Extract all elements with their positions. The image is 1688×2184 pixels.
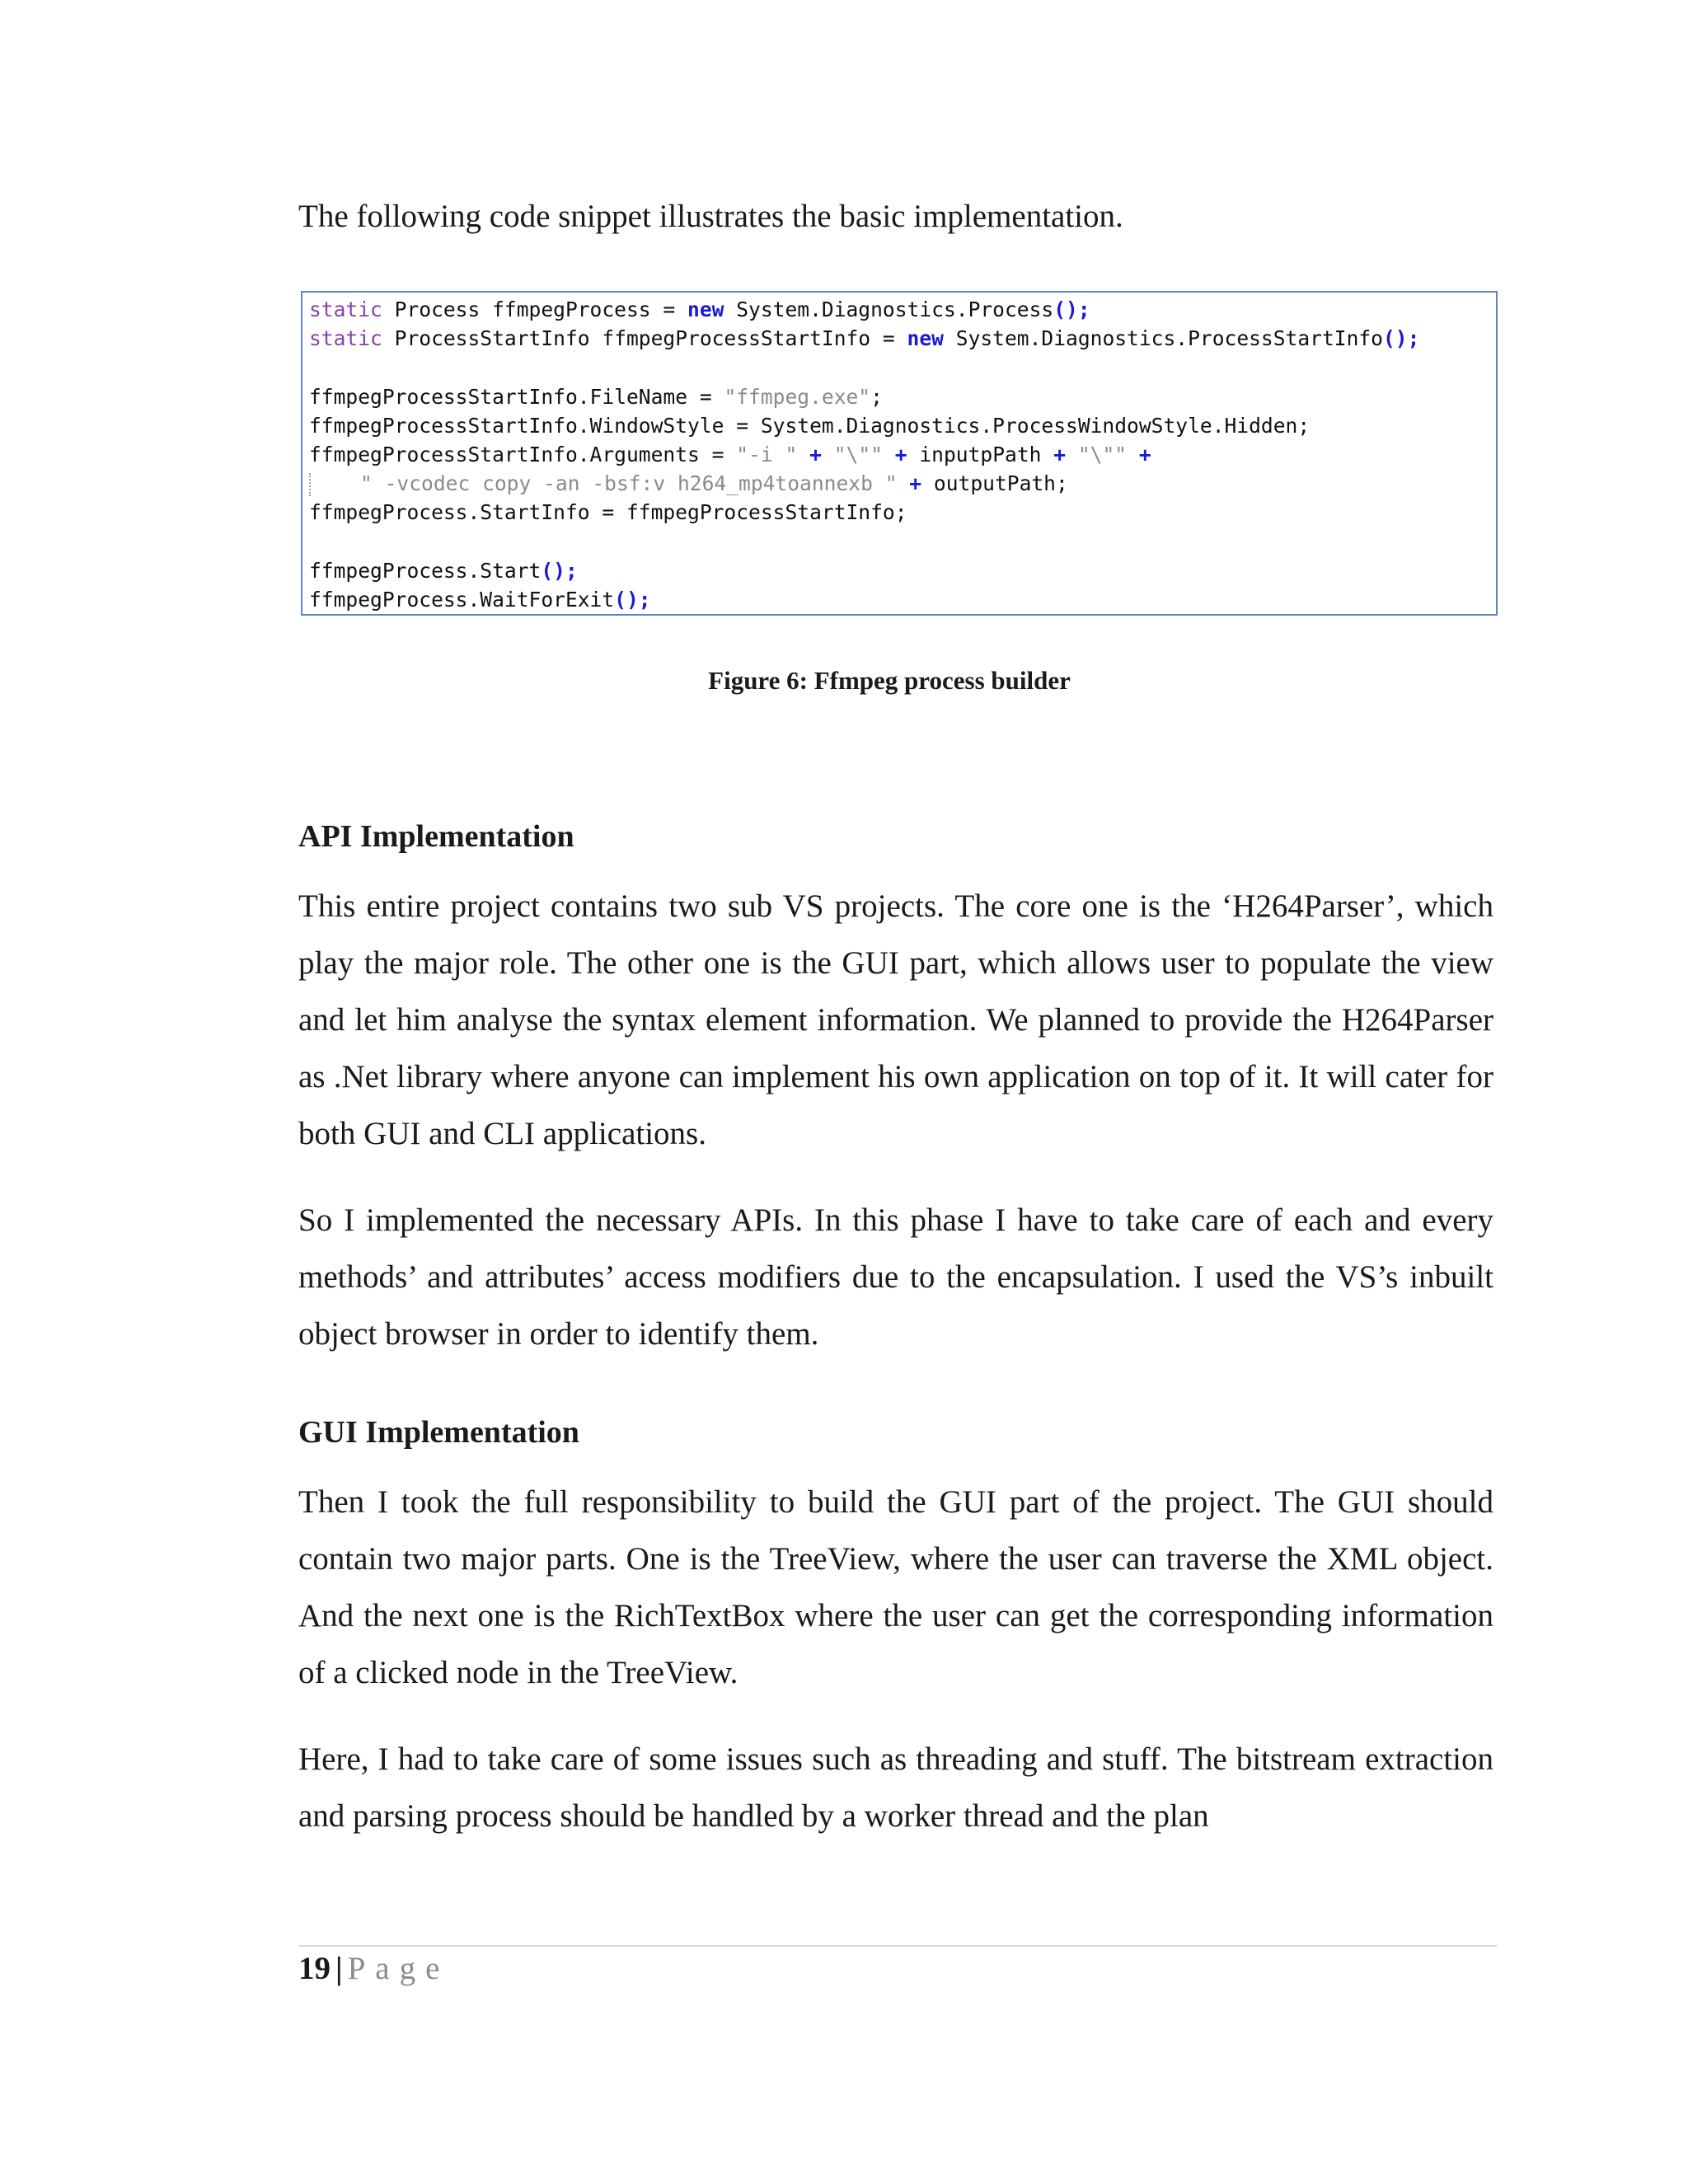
code-line-blank [309, 353, 1496, 382]
indent-guide [309, 473, 311, 496]
footer-separator: | [335, 1951, 343, 1986]
code-line: ffmpegProcess.StartInfo = ffmpegProcessStartInfo; [309, 500, 907, 525]
figure-caption: Figure 6: Ffmpeg process builder [708, 666, 1071, 695]
code-line: ffmpegProcess.Start(); [309, 558, 578, 583]
code-line: ffmpegProcessStartInfo.WindowStyle = System.Diagnostics.ProcessWindowStyle.Hidden; [309, 413, 1311, 438]
code-line: ffmpegProcessStartInfo.Arguments = "-i " + "\"" + inputpPath + "\"" + [309, 442, 1151, 466]
code-line: static Process ffmpegProcess = new System.Diagnostics.Process(); [309, 298, 1090, 321]
intro-text: The following code snippet illustrates the basic implementation. [298, 199, 1123, 234]
code-line: " -vcodec copy -an -bsf:v h264_mp4toannexb " + outputPath; [309, 469, 1496, 498]
page-label: Page [347, 1951, 450, 1986]
page-number: 19 [298, 1951, 331, 1986]
paragraph: This entire project contains two sub VS projects. The core one is the ‘H264Parser’, which play the major role. The other one is the GUI part, which allows user to populate the view and let him analyse the syntax element information. We planned to provide the H264Parser as .Net library where anyone can implement his own application on top of it. It will cater for both GUI and CLI applications. [298, 888, 1493, 1151]
paragraph: Here, I had to take care of some issues such as threading and stuff. The bitstream extraction and parsing process should be handled by a worker thread and the plan [298, 1741, 1493, 1834]
paragraph: Then I took the full responsibility to build the GUI part of the project. The GUI should contain two major parts. One is the TreeView, where the user can traverse the XML object. And the next one is the RichTextBox where the user can get the corresponding information of a clicked node in the TreeView. [298, 1484, 1493, 1690]
footer-divider [298, 1945, 1497, 1947]
code-line: ffmpegProcessStartInfo.FileName = "ffmpeg.exe"; [309, 384, 883, 409]
code-line: ffmpegProcess.WaitForExit(); [309, 587, 651, 612]
paragraph: So I implemented the necessary APIs. In this phase I have to take care of each and every methods’ and attributes’ access modifiers due to the encapsulation. I used the VS’s inbuilt object browser in order to identify them. [298, 1202, 1493, 1352]
section-heading-gui: GUI Implementation [298, 1415, 579, 1450]
page-footer [298, 1948, 449, 1990]
code-snippet [301, 291, 1498, 616]
code-line-blank [309, 527, 1496, 556]
section-heading-api: API Implementation [298, 819, 574, 854]
code-line: static ProcessStartInfo ffmpegProcessStartInfo = new System.Diagnostics.ProcessStartInfo(); [309, 326, 1420, 351]
